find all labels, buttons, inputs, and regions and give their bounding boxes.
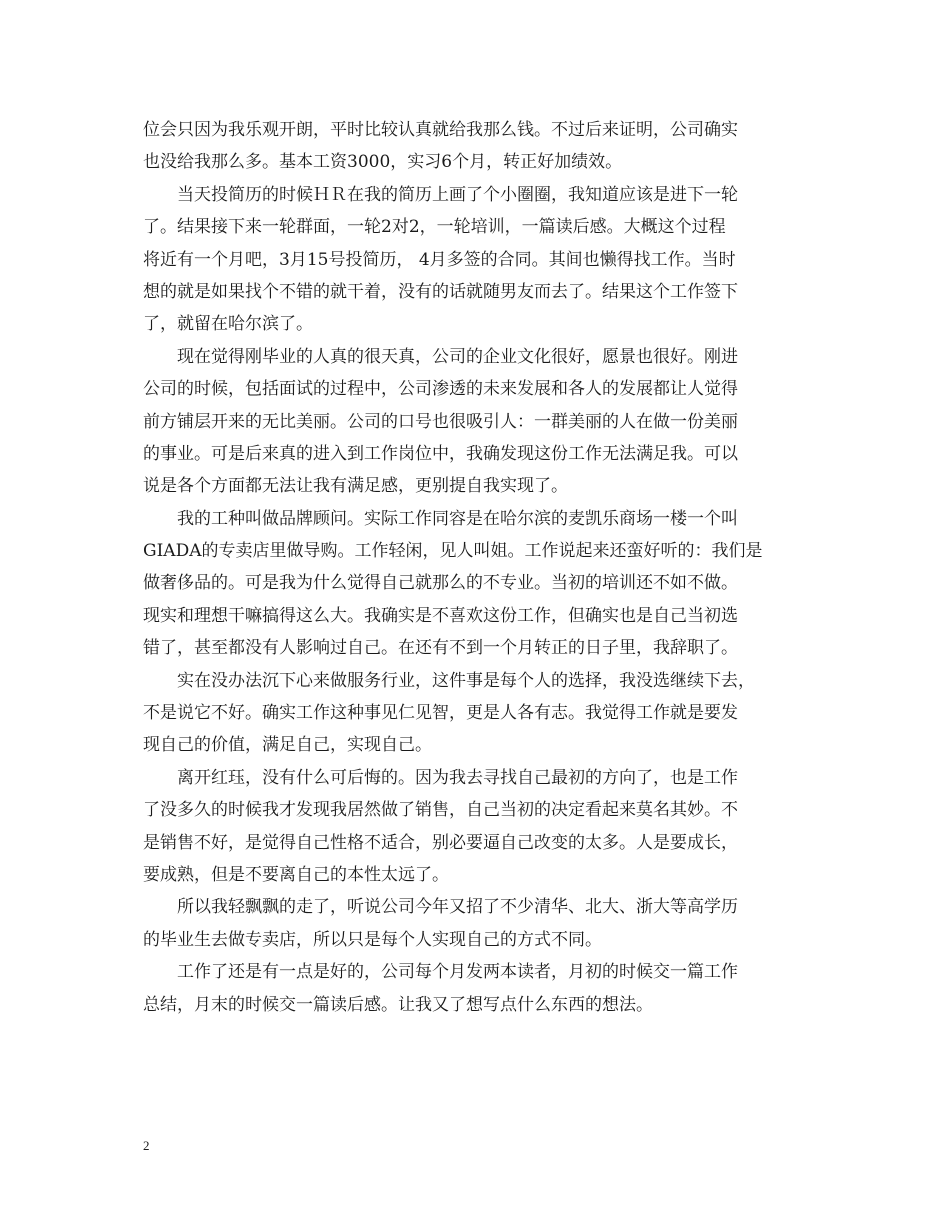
text-line: 前方铺层开来的无比美丽。公司的口号也很吸引人：一群美丽的人在做一份美丽 (143, 411, 738, 432)
text-line: 了。结果接下来一轮群面，一轮2对2，一轮培训，一篇读后感。大概这个过程 (143, 217, 726, 238)
text-line: 实在没办法沉下心来做服务行业，这件事是每个人的选择，我没选继续下去， (177, 670, 755, 691)
text-line: 公司的时候，包括面试的过程中，公司渗透的未来发展和各人的发展都让人觉得 (143, 379, 738, 400)
text-line: 所以我轻飘飘的走了，听说公司今年又招了不少清华、北大、浙大等高学历 (177, 897, 738, 918)
document-body (143, 114, 815, 1021)
paragraph (143, 762, 815, 892)
text-line: 工作了还是有一点是好的，公司每个月发两本读者，月初的时候交一篇工作 (177, 962, 738, 983)
paragraph (143, 114, 815, 179)
text-line: 的事业。可是后来真的进入到工作岗位中，我确发现这份工作无法满足我。可以 (143, 443, 738, 464)
text-line: 要成熟，但是不要离自己的本性太远了。 (143, 864, 449, 885)
text-line: 不是说它不好。确实工作这种事见仁见智，更是人各有志。我觉得工作就是要发 (143, 703, 738, 724)
text-line: 的毕业生去做专卖店，所以只是每个人实现自己的方式不同。 (143, 929, 602, 950)
paragraph (143, 341, 815, 503)
text-line: 现实和理想干嘛搞得这么大。我确实是不喜欢这份工作，但确实也是自己当初选 (143, 605, 738, 626)
text-line: 现在觉得刚毕业的人真的很天真，公司的企业文化很好，愿景也很好。刚进 (177, 346, 738, 367)
text-line: 现自己的价值，满足自己，实现自己。 (143, 735, 432, 756)
text-line: 总结，月末的时候交一篇读后感。让我又了想写点什么东西的想法。 (143, 994, 653, 1015)
text-line: 位会只因为我乐观开朗，平时比较认真就给我那么钱。不过后来证明，公司确实 (143, 120, 738, 140)
text-line: 说是各个方面都无法让我有满足感，更别提自我实现了。 (143, 476, 568, 497)
text-line: 想的就是如果找个不错的就干着，没有的话就随男友而去了。结果这个工作签下 (143, 281, 738, 302)
paragraph (143, 665, 815, 762)
paragraph (143, 956, 815, 1021)
paragraph (143, 503, 815, 665)
text-line: 做奢侈品的。可是我为什么觉得自己就那么的不专业。当初的培训还不如不做。 (143, 573, 738, 594)
text-line: 我的工种叫做品牌顾问。实际工作同容是在哈尔滨的麦凯乐商场一楼一个叫 (177, 508, 738, 529)
text-line: 了，就留在哈尔滨了。 (143, 314, 313, 335)
text-line: 是销售不好，是觉得自己性格不适合，别必要逼自己改变的太多。人是要成长， (143, 832, 738, 853)
paragraph (143, 179, 815, 341)
paragraph (143, 891, 815, 956)
text-line: 也没给我那么多。基本工资3000，实习6个月，转正好加绩效。 (143, 152, 623, 173)
text-line: 将近有一个月吧，3月15号投简历， 4月多签的合同。其间也懒得找工作。当时 (143, 249, 736, 270)
text-line: GIADA的专卖店里做导购。工作轻闲，见人叫姐。工作说起来还蛮好听的：我们是 (143, 541, 763, 562)
text-line: 当天投简历的时候ＨＲ在我的简历上画了个小圈圈，我知道应该是进下一轮 (177, 184, 738, 205)
text-line: 了没多久的时候我才发现我居然做了销售，自己当初的决定看起来莫名其妙。不 (143, 800, 738, 821)
page-number: 2 (143, 1138, 150, 1153)
text-line: 离开红珏，没有什么可后悔的。因为我去寻找自己最初的方向了，也是工作 (177, 767, 738, 788)
text-line: 错了，甚至都没有人影响过自己。在还有不到一个月转正的日子里，我辞职了。 (143, 638, 738, 659)
